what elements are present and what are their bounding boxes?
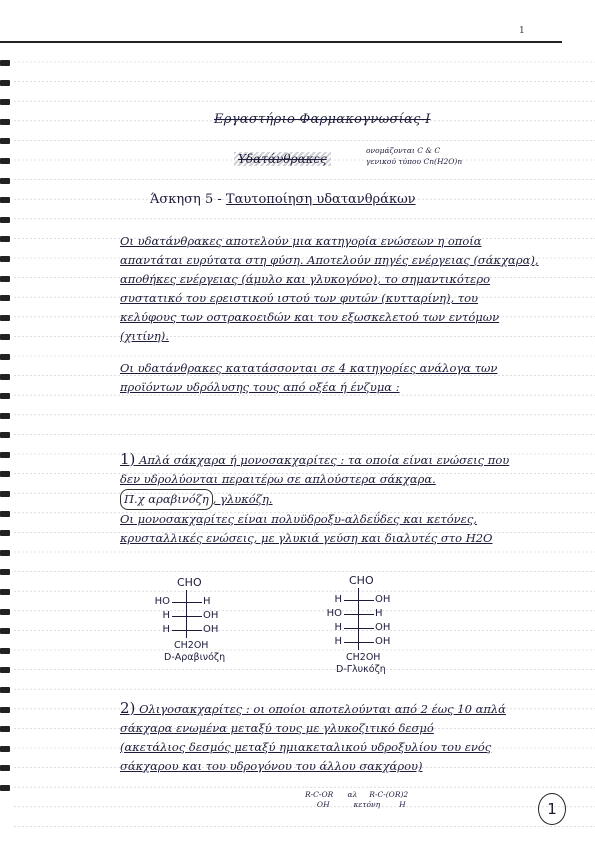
binding-hole bbox=[0, 667, 10, 673]
classification-paragraph bbox=[120, 359, 497, 397]
left-substituent: H bbox=[334, 622, 342, 633]
binding-hole bbox=[0, 413, 10, 419]
right-substituent: H bbox=[375, 608, 383, 619]
section-number: 2) bbox=[120, 699, 136, 717]
binding-hole bbox=[0, 511, 10, 517]
stereocenter-bond bbox=[344, 642, 374, 643]
binding-hole bbox=[0, 374, 10, 380]
left-substituent: H bbox=[334, 636, 342, 647]
example-rest: , γλυκόζη. bbox=[212, 492, 273, 506]
section-subtitle: Υδατάνθρακες bbox=[234, 152, 331, 166]
text-line: Οι μονοσακχαρίτες είναι πολυϋδροξυ-αλδεΰδες και κετόνες, bbox=[120, 512, 477, 526]
binding-hole bbox=[0, 746, 10, 752]
hydroxymethyl-group: CH2OH bbox=[174, 640, 209, 651]
binding-hole bbox=[0, 256, 10, 262]
lab-title: Εργαστήριο Φαρμακογνωσίας Ι bbox=[214, 112, 431, 127]
formula-line: OH κετόνη H bbox=[305, 800, 406, 809]
binding-hole bbox=[0, 197, 10, 203]
binding-hole bbox=[0, 530, 10, 536]
text-line: απαντάται ευρύτατα στη φύση. Αποτελούν πηγές ενέργειας (σάκχαρα), bbox=[120, 253, 539, 267]
binding-hole bbox=[0, 334, 10, 340]
acetal-formula-notes bbox=[305, 790, 408, 810]
binding-hole bbox=[0, 569, 10, 575]
text-line: αποθήκες ενέργειας (άμυλο και γλυκογόνο), το σημαντικότερο bbox=[120, 272, 491, 286]
binding-hole bbox=[0, 452, 10, 458]
binding-hole bbox=[0, 178, 10, 184]
binding-hole bbox=[0, 138, 10, 144]
spiral-binding-holes bbox=[0, 60, 14, 805]
text-line: (χιτίνη). bbox=[120, 329, 169, 343]
right-substituent: OH bbox=[375, 594, 391, 605]
binding-hole bbox=[0, 119, 10, 125]
text-line: Οι υδατάνθρακες κατατάσσονται σε 4 κατηγορίες ανάλογα των bbox=[120, 361, 498, 375]
text-line: (ακετάλιος δεσμός μεταξύ ημιακεταλικού υδροξυλίου του ενός bbox=[120, 740, 492, 754]
stereocenter-bond bbox=[172, 602, 202, 603]
section-monosaccharides bbox=[120, 450, 509, 548]
exercise-number: Άσκηση 5 - bbox=[150, 192, 226, 207]
binding-hole bbox=[0, 609, 10, 615]
binding-hole bbox=[0, 354, 10, 360]
text-line: κρυσταλλικές ενώσεις, με γλυκιά γεύση και διαλυτές στο H2O bbox=[120, 531, 493, 545]
binding-hole bbox=[0, 217, 10, 223]
binding-hole bbox=[0, 707, 10, 713]
hydroxymethyl-group: CH2OH bbox=[346, 652, 381, 663]
binding-hole bbox=[0, 687, 10, 693]
binding-hole bbox=[0, 236, 10, 242]
stereocenter-bond bbox=[344, 600, 374, 601]
binding-hole bbox=[0, 80, 10, 86]
section-number: 1) bbox=[120, 450, 136, 468]
text-line: συστατικό του ερειστικού ιστού των φυτών (κυτταρίνη), του bbox=[120, 291, 479, 305]
left-substituent: HO bbox=[326, 608, 342, 619]
stereocenter-bond bbox=[344, 614, 374, 615]
text-line: Οι υδατάνθρακες αποτελούν μια κατηγορία ενώσεων η οποία bbox=[120, 234, 482, 248]
text-line: σάκχαρου και του υδρογόνου του άλλου σακχάρου) bbox=[120, 759, 423, 773]
aldehyde-group: CHO bbox=[177, 576, 202, 589]
right-substituent: OH bbox=[203, 610, 219, 621]
formula-note bbox=[366, 145, 462, 167]
stereocenter-bond bbox=[344, 628, 374, 629]
right-substituent: OH bbox=[375, 636, 391, 647]
binding-hole bbox=[0, 432, 10, 438]
right-substituent: OH bbox=[375, 622, 391, 633]
binding-hole bbox=[0, 589, 10, 595]
left-substituent: H bbox=[162, 624, 170, 635]
stereocenter-bond bbox=[172, 630, 202, 631]
exercise-heading bbox=[150, 192, 416, 207]
text-line bbox=[120, 699, 506, 719]
binding-hole bbox=[0, 158, 10, 164]
binding-hole bbox=[0, 765, 10, 771]
text-line: δεν υδρολύονται περαιτέρω σε απλούστερα σάκχαρα. bbox=[120, 472, 436, 486]
binding-hole bbox=[0, 295, 10, 301]
formula-note-line: γενικού τύπου Cn(H2O)n bbox=[366, 157, 463, 166]
binding-hole bbox=[0, 726, 10, 732]
text-line: κελύφους των οστρακοειδών και του εξωσκελετού των εντόμων bbox=[120, 310, 500, 324]
section-oligosaccharides bbox=[120, 699, 506, 776]
text-line bbox=[120, 450, 509, 470]
sugar-name: D-Αραβινόζη bbox=[164, 652, 226, 663]
formula-note-line: ονομάζονται C & C bbox=[366, 146, 441, 155]
text-line: σάκχαρα ενωμένα μεταξύ τους με γλυκοζιτικό δεσμό bbox=[120, 721, 434, 735]
binding-hole bbox=[0, 393, 10, 399]
carbon-backbone bbox=[358, 588, 359, 650]
left-substituent: H bbox=[334, 594, 342, 605]
binding-hole bbox=[0, 550, 10, 556]
binding-hole bbox=[0, 315, 10, 321]
binding-hole bbox=[0, 276, 10, 282]
binding-hole bbox=[0, 628, 10, 634]
text-line: Απλά σάκχαρα ή μονοσακχαρίτες : τα οποία είναι ενώσεις που bbox=[139, 453, 510, 467]
binding-hole bbox=[0, 785, 10, 791]
binding-hole bbox=[0, 60, 10, 66]
intro-paragraph bbox=[120, 232, 539, 346]
sugar-name: D-Γλυκόζη bbox=[336, 664, 386, 675]
exercise-name: Ταυτοποίηση υδατανθράκων bbox=[225, 192, 416, 207]
text-line: Ολιγοσακχαρίτες : οι οποίοι αποτελούνται από 2 έως 10 απλά bbox=[139, 702, 506, 716]
example-line bbox=[120, 489, 509, 510]
text-line: προϊόντων υδρόλυσης τους από οξέα ή ένζυμα : bbox=[120, 380, 400, 394]
binding-hole bbox=[0, 491, 10, 497]
right-substituent: H bbox=[203, 596, 211, 607]
binding-hole bbox=[0, 648, 10, 654]
aldehyde-group: CHO bbox=[349, 574, 374, 587]
binding-hole bbox=[0, 471, 10, 477]
binding-hole bbox=[0, 99, 10, 105]
example-label: Π.χ αραβινόζη bbox=[120, 489, 213, 510]
page-number: 1 bbox=[519, 26, 525, 36]
formula-line: R-C-OR αλ R-C-(OR)2 bbox=[305, 790, 409, 799]
right-substituent: OH bbox=[203, 624, 219, 635]
stereocenter-bond bbox=[172, 616, 202, 617]
left-substituent: H bbox=[162, 610, 170, 621]
left-substituent: HO bbox=[154, 596, 170, 607]
circled-page-number: 1 bbox=[538, 793, 566, 825]
